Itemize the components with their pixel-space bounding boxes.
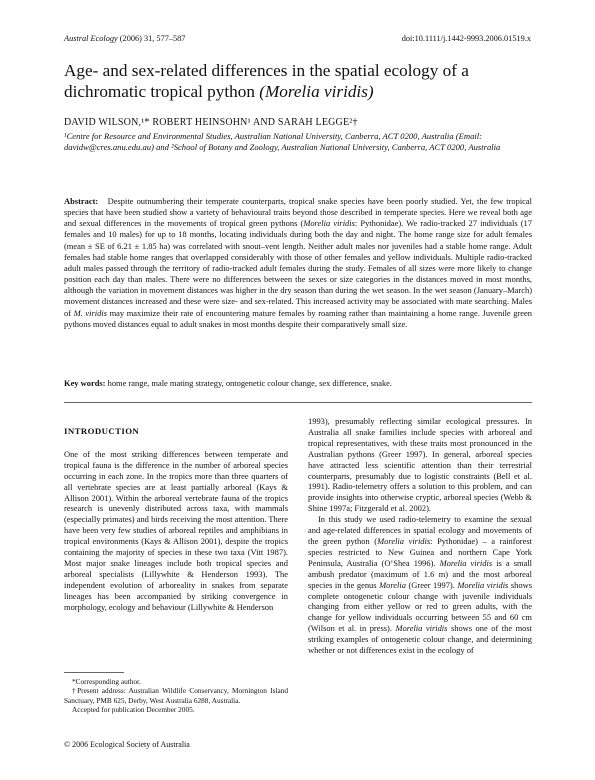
- p2-text-d: (Greer 1997).: [405, 579, 458, 590]
- footnote-accepted: Accepted for publication December 2005.: [72, 704, 195, 714]
- p2-text-b: : Pythonidae) – a rainforest species restricted to New Guinea and northern Cape York Peninsula, Australia (O’Shea 1996).: [308, 535, 532, 568]
- intro-paragraph-1-cont: 1993), presumably reflecting similar ecological pressures. In Australia all snake families include species with arboreal and tropical representatives, with these traits most pronounced in the Australian pythons (Greer 1997). In general, arboreal species have attracted less scientific attention than their terrestrial counterparts, presumably due to logistic constraints (Bell et al. 1991). Radio-telemetry offers a solution to this problem, and can provide insights into otherwise cryptic, arboreal species (Webb & Shine 1997a; Fitzgerald et al. 2002).: [308, 416, 532, 514]
- doi: doi:10.1111/j.1442-9993.2006.01519.x: [401, 34, 531, 43]
- author-list: DAVID WILSON,¹* ROBERT HEINSOHN¹ AND SARAH LEGGE²†: [64, 117, 358, 128]
- p2-text-f: shows one of the most striking examples of ontogenetic colour change, and determining whether or not differences exist in the ecology of: [308, 623, 532, 656]
- abstract: [64, 196, 532, 330]
- p2-species-5: Morelia viridis: [395, 623, 448, 634]
- footnotes: [64, 677, 288, 714]
- section-divider: [64, 402, 532, 403]
- running-header: [64, 34, 531, 43]
- body-column-left: [64, 426, 288, 613]
- abstract-species-1: Morelia viridis: [303, 218, 355, 229]
- affiliations: ¹Centre for Resource and Environmental Studies, Australian National University, Canberra, ACT 0200, Australia (Email: davidw@cres.anu.edu.au) and ²School of Botany and Zoology, Australian National University, Canberra, ACT 0200, Australia: [64, 131, 501, 153]
- abstract-text-3: may maximize their rate of encountering mature females by roaming rather than maintaining a home range. Juvenile green pythons moved distances equal to adult snakes in most months despite their comparatively small size.: [64, 307, 533, 329]
- journal-citation: [64, 34, 185, 43]
- p2-text-c: is a small ambush predator (maximum of 1.6 m) and the most arboreal species in the genus: [308, 557, 533, 590]
- p2-text-e: shows complete ontogenetic colour change with juvenile individuals changing from either yellow or red to green adults, with the change for yellow individuals occurring between 55 and 60 cm (Wilson et al. in press).: [308, 579, 532, 634]
- footnote-corresponding: *Corresponding author.: [72, 677, 141, 686]
- p2-text-a: In this study we used radio-telemetry to examine the sexual and age-related differences in spatial ecology and movements of the green python (: [308, 514, 532, 546]
- p2-species-3: Morelia: [379, 579, 406, 590]
- keywords-label: Key words:: [64, 378, 106, 388]
- title-main: Age- and sex-related differences in the spatial ecology of a dichromatic tropical python: [64, 61, 469, 101]
- section-heading-introduction: INTRODUCTION: [64, 426, 140, 436]
- abstract-label: Abstract:: [64, 196, 99, 206]
- body-column-right: [308, 416, 532, 656]
- footnote-divider: [64, 672, 124, 673]
- citation-volume: (2006) 31, 577–587: [119, 34, 186, 43]
- abstract-species-2: M. viridis: [73, 307, 107, 318]
- keywords: [64, 378, 532, 389]
- footnote-present-address: †Present address: Australian Wildlife Conservancy, Mornington Island Sanctuary, PMB 625, Derby, West Australia 6288, Australia.: [64, 686, 288, 705]
- copyright-footer: © 2006 Ecological Society of Australia: [64, 740, 190, 749]
- p2-species-2: Morelia viridis: [439, 557, 493, 568]
- paper-title: [64, 60, 534, 102]
- keywords-text: home range, male mating strategy, ontogenetic colour change, sex difference, snake.: [107, 378, 393, 388]
- p2-species-1: Morelia viridis: [377, 535, 431, 546]
- abstract-text-2: : Pythonidae). We radio-tracked 27 individuals (17 females and 10 males) for up to 18 months, locating individuals during both the day and night. The home range size for adult females (mean ± SE of 6.21 ± 1.85 ha) was correlated with snout–vent length. Neither adult males nor juveniles had a stable home range. Adult females had stable home ranges that overlapped considerably with those of other females and yellow individuals. Multiple radio-tracked adult males passed through the territory of radio-tracked adult females during the study. Females of all sizes were more likely to change position each day than males. There were no differences between the sexes or size categories in the distances moved in most months, although the variation in movement distances was higher in the dry season than during the wet season. In the wet season (January–March) movement distances increased and these were size- and sex-related. This increased activity may be associated with mate searching. Males of: [64, 218, 532, 318]
- intro-paragraph-1: One of the most striking differences between temperate and tropical fauna is the difference in the number of arboreal species occurring in each zone. In the tropics more than three quarters of all vertebrate species are at least partially arboreal (Kays & Allison 2001). Within the arboreal vertebrate fauna of the tropics research is unevenly distributed across taxa, with mammals (especially primates) and birds receiving the most attention. There have been very few studies of arboreal reptiles and amphibians in tropical environments (Kays & Allison 2001), despite the tropics containing the majority of species in these two taxa (Vitt 1987). Most major snake lineages include both tropical species and arboreal specialists (Lillywhite & Henderson 1993). The independent evolution of arboreality in snakes from separate lineages has been accompanied by striking convergence in morphology, ecology and behaviour (Lillywhite & Henderson: [64, 448, 288, 612]
- journal-name: Austral Ecology: [64, 34, 118, 43]
- intro-paragraph-2: [308, 514, 532, 656]
- title-species: (Morelia viridis): [259, 82, 374, 101]
- abstract-text-1: Despite outnumbering their temperate counterparts, tropical snake species have been poorly studied. Yet, the few tropical species that have been studied show a variety of behavioural traits beyond those described in temperate species. Here we reveal both age and sexual differences in the movements of tropical green pythons (: [64, 196, 533, 229]
- p2-species-4: Morelia viridis: [457, 579, 509, 590]
